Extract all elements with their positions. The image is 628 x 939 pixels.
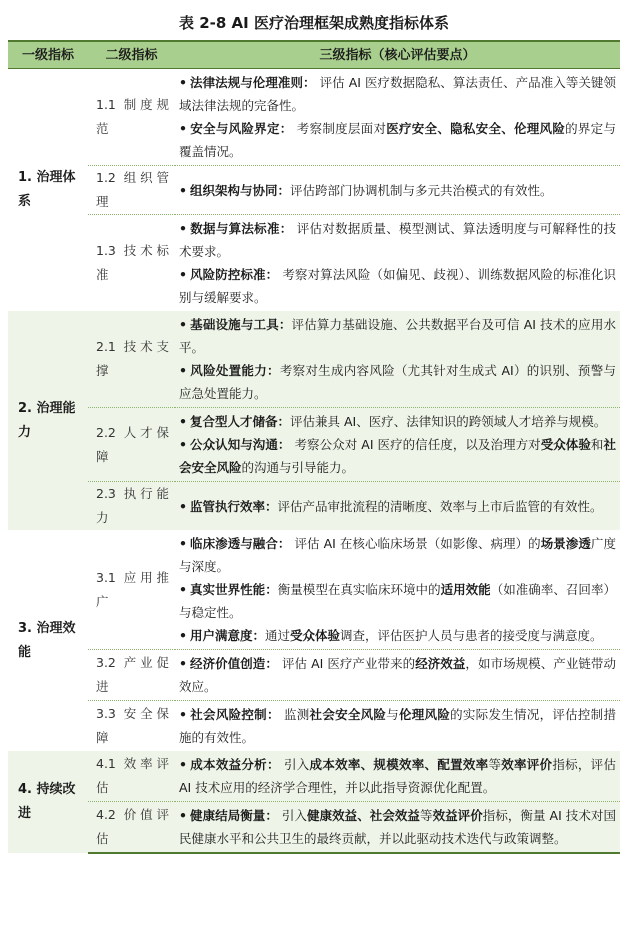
table-row <box>8 215 620 312</box>
level3-cell <box>175 311 620 408</box>
indicator-item: • 社会风险控制： 监测社会安全风险与伦理风险的实际发生情况，评估控制措施的有效性。 <box>179 707 616 745</box>
bullet-icon: • <box>179 121 187 136</box>
level2-cell: 3.1 应用推广 <box>96 569 169 609</box>
indicator-item: • 基础设施与工具：评估算力基础设施、公共数据平台及可信 AI 技术的应用水平。 <box>179 317 616 355</box>
bullet-icon: • <box>179 363 187 378</box>
bullet-icon: • <box>179 182 187 198</box>
level3-cell <box>175 215 620 312</box>
level2-cell: 2.2 人才保障 <box>88 408 175 482</box>
table-row <box>8 408 620 482</box>
bullet-icon: • <box>179 414 187 429</box>
indicator-item: • 用户满意度：通过受众体验调查，评估医护人员与患者的接受度与满意度。 <box>179 628 603 643</box>
level3-cell <box>175 701 620 752</box>
level3-cell <box>175 751 620 802</box>
table-title: 表 2-8 AI 医疗治理框架成熟度指标体系 <box>179 14 449 32</box>
bullet-icon: • <box>179 656 187 671</box>
group-2 <box>8 311 620 530</box>
header-level3: 三级指标（核心评估要点） <box>175 41 620 69</box>
level2-cell: 1.3 技术标准 <box>88 215 175 312</box>
bullet-icon: • <box>179 498 187 514</box>
bullet-icon: • <box>179 536 187 551</box>
indicator-item: • 风险防控标准： 考察对算法风险（如偏见、歧视）、训练数据风险的标准化识别与缓解要求。 <box>179 267 616 305</box>
table-row <box>8 166 620 215</box>
table-row <box>8 802 620 854</box>
table-row <box>8 701 620 752</box>
indicator-item: • 临床渗透与融合： 评估 AI 在核心临床场景（如影像、病理）的场景渗透广度与深度。 <box>179 536 616 574</box>
indicator-item: • 健康结局衡量： 引入健康效益、社会效益等效益评价指标，衡量 AI 技术对国民健康水平和公共卫生的最终贡献，并以此驱动技术迭代与政策调整。 <box>179 808 616 846</box>
indicator-item: • 复合型人才储备：评估兼具 AI、医疗、法律知识的跨领域人才培养与规模。 <box>179 414 607 429</box>
table-row <box>8 751 620 802</box>
indicator-item: • 成本效益分析： 引入成本效率、规模效率、配置效率等效率评价指标，评估 AI 技术应用的经济学合理性，并以此指导资源优化配置。 <box>179 757 616 795</box>
bullet-icon: • <box>179 808 187 823</box>
table-row <box>8 482 620 531</box>
level2-cell: 1.2 组织管理 <box>88 166 175 215</box>
bullet-icon: • <box>179 221 187 236</box>
level2-cell: 3.2 产业促进 <box>88 650 175 701</box>
level3-cell <box>175 650 620 701</box>
indicator-item: • 公众认知与沟通： 考察公众对 AI 医疗的信任度，以及治理方对受众体验和社会安全风险的沟通与引导能力。 <box>179 437 616 475</box>
indicator-item: • 真实世界性能：衡量模型在真实临床环境中的适用效能（如准确率、召回率）与稳定性。 <box>179 582 616 620</box>
indicator-item: • 监管执行效率：评估产品审批流程的清晰度、效率与上市后监管的有效性。 <box>179 498 603 514</box>
indicator-item: • 风险处置能力：考察对生成内容风险（尤其针对生成式 AI）的识别、预警与应急处置能力。 <box>179 363 616 401</box>
bullet-icon: • <box>179 757 187 772</box>
bullet-icon: • <box>179 267 187 282</box>
group-1 <box>8 69 620 312</box>
group-4 <box>8 751 620 853</box>
table-row <box>8 69 620 166</box>
level1-cell: 1. 治理体系 <box>18 170 76 209</box>
level1-cell: 2. 治理能力 <box>8 311 88 530</box>
level3-cell <box>175 408 620 482</box>
level2-cell: 3.3 安全保障 <box>88 701 175 752</box>
table-row <box>8 650 620 701</box>
table-row <box>8 311 620 408</box>
indicator-item: • 数据与算法标准： 评估对数据质量、模型测试、算法透明度与可解释性的技术要求。 <box>179 221 616 259</box>
level2-cell: 1.1 制度规范 <box>96 97 169 136</box>
level3-cell <box>175 482 620 531</box>
level2-cell: 4.2 价值评估 <box>88 802 175 854</box>
level2-cell: 4.1 效率评估 <box>88 751 175 802</box>
indicator-item: • 组织架构与协同：评估跨部门协调机制与多元共治模式的有效性。 <box>179 182 553 198</box>
bullet-icon: • <box>179 628 187 643</box>
level3-cell <box>175 802 620 854</box>
group-3 <box>8 530 620 751</box>
level3-cell <box>175 166 620 215</box>
indicator-item: • 经济价值创造： 评估 AI 医疗产业带来的经济效益，如市场规模、产业链带动效应。 <box>179 656 616 694</box>
bullet-icon: • <box>179 582 187 597</box>
indicator-item: • 安全与风险界定： 考察制度层面对医疗安全、隐私安全、伦理风险的界定与覆盖情况。 <box>179 121 616 159</box>
header-level2: 二级指标 <box>88 41 175 69</box>
header-level1: 一级指标 <box>8 41 88 69</box>
table-row <box>8 530 620 650</box>
level2-cell: 2.3 执行能力 <box>88 482 175 531</box>
level2-cell: 2.1 技术支撑 <box>88 311 175 408</box>
indicator-item: • 法律法规与伦理准则： 评估 AI 医疗数据隐私、算法责任、产品准入等关键领域法律法规的完备性。 <box>179 75 616 113</box>
bullet-icon: • <box>179 437 187 452</box>
maturity-index-table <box>8 40 620 854</box>
bullet-icon: • <box>179 317 187 332</box>
level1-cell: 4. 持续改进 <box>8 751 88 853</box>
level3-cell <box>175 69 620 166</box>
bullet-icon: • <box>179 707 187 722</box>
level3-cell <box>175 530 620 650</box>
table-header <box>8 41 620 69</box>
bullet-icon: • <box>179 75 187 90</box>
level1-cell: 3. 治理效能 <box>18 620 76 660</box>
